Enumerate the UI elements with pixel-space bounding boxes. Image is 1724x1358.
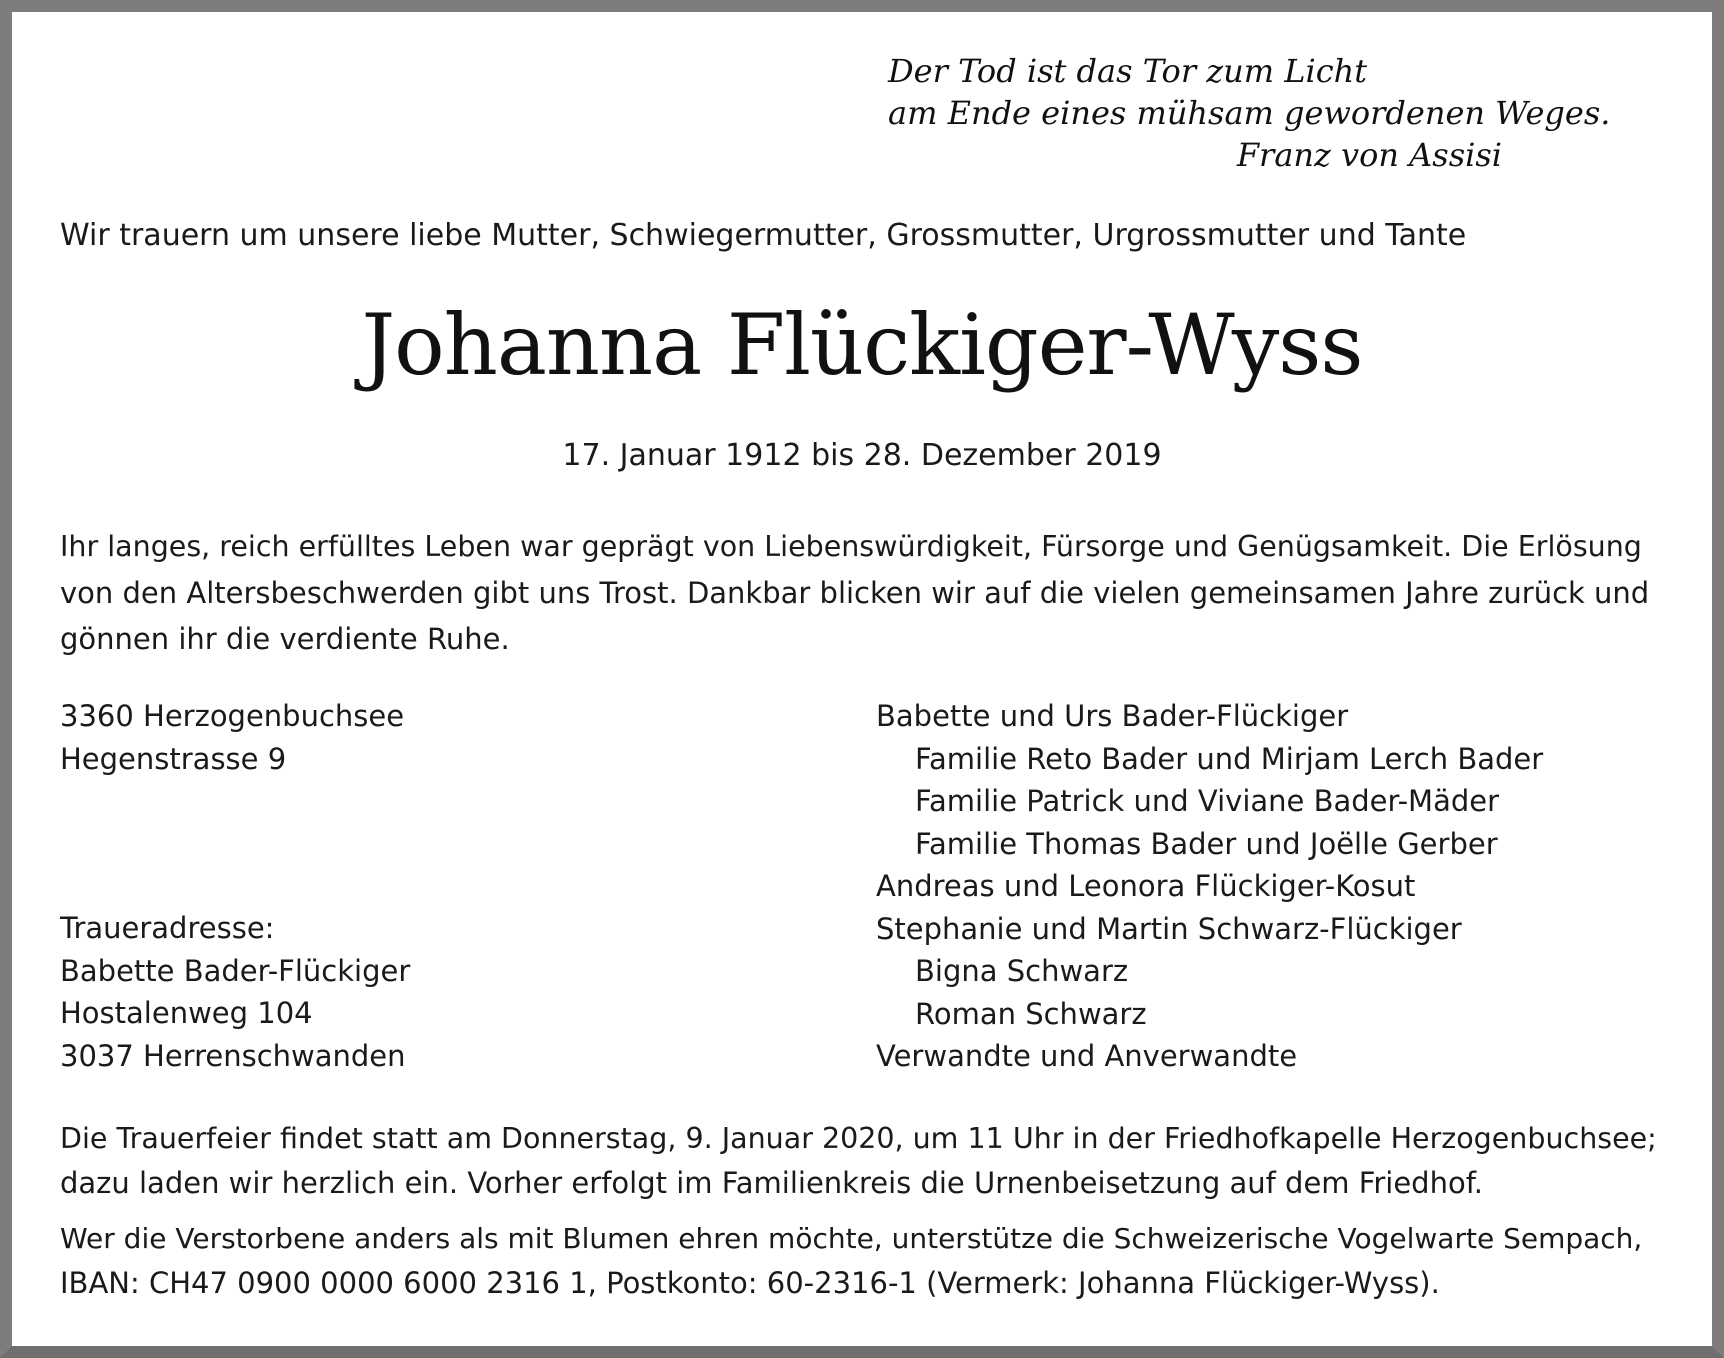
mourning-address-city: 3037 Herrenschwanden [60,1038,406,1073]
family-member: Bigna Schwarz [915,954,1129,988]
motto-line-2: am Ende eines mühsam gewordenen Weges. [888,94,1611,132]
donation-line: IBAN: CH47 0900 0000 6000 2316 1, Postkonto: 60-2316-1 (Vermerk: Johanna Flückiger-Wyss). [60,1266,1440,1300]
home-address-city: 3360 Herzogenbuchsee [60,699,405,733]
life-dates: 17. Januar 1912 bis 28. Dezember 2019 [562,438,1162,473]
mourning-address-label: Traueradresse: [60,911,275,945]
home-address [60,695,404,780]
donation-info [60,1216,1668,1306]
family-member: Familie Thomas Bader und Joëlle Gerber [915,826,1498,861]
motto-quote [888,50,1611,176]
tribute-paragraph [60,524,1668,662]
family-member: Stephanie und Martin Schwarz-Flückiger [876,911,1462,946]
tribute-line: von den Altersbeschwerden gibt uns Trost. Dankbar blicken wir auf die vielen gemeinsamen Jahre zurück und [60,576,1650,610]
family-member: Verwandte und Anverwandte [876,1039,1298,1073]
mourning-address-street: Hostalenweg 104 [60,996,313,1030]
obituary-notice [12,12,1712,1346]
family-list [876,695,1543,1078]
mourning-address [60,907,410,1077]
home-address-street: Hegenstrasse 9 [60,741,287,776]
ceremony-info [60,1116,1668,1206]
family-member: Roman Schwarz [915,996,1147,1031]
donation-line: Wer die Verstorbene anders als mit Blumen ehren möchte, unterstütze die Schweizerische Vogelwarte Sempach, [60,1222,1643,1255]
deceased-name: Johanna Flückiger-Wyss [361,296,1363,394]
ceremony-line: dazu laden wir herzlich ein. Vorher erfolgt im Familienkreis die Urnenbeisetzung auf dem Friedhof. [60,1166,1484,1200]
tribute-line: gönnen ihr die verdiente Ruhe. [60,622,510,656]
family-member: Babette und Urs Bader-Flückiger [876,699,1349,733]
mourning-address-name: Babette Bader-Flückiger [60,953,411,988]
intro-text: Wir trauern um unsere liebe Mutter, Schwiegermutter, Grossmutter, Urgrossmutter und Tante [60,218,1467,253]
tribute-line: Ihr langes, reich erfülltes Leben war geprägt von Liebenswürdigkeit, Fürsorge und Genügsamkeit. Die Erlösung [60,530,1642,563]
family-member: Familie Patrick und Viviane Bader-Mäder [915,784,1500,818]
motto-line-1: Der Tod ist das Tor zum Licht [888,52,1368,90]
ceremony-line: Die Trauerfeier findet statt am Donnerstag, 9. Januar 2020, um 11 Uhr in der Friedhofkapelle Herzogenbuchsee; [60,1122,1657,1155]
family-member: Andreas und Leonora Flückiger-Kosut [876,869,1416,903]
motto-author: Franz von Assisi [1236,136,1502,174]
family-member: Familie Reto Bader und Mirjam Lerch Bader [915,741,1544,776]
